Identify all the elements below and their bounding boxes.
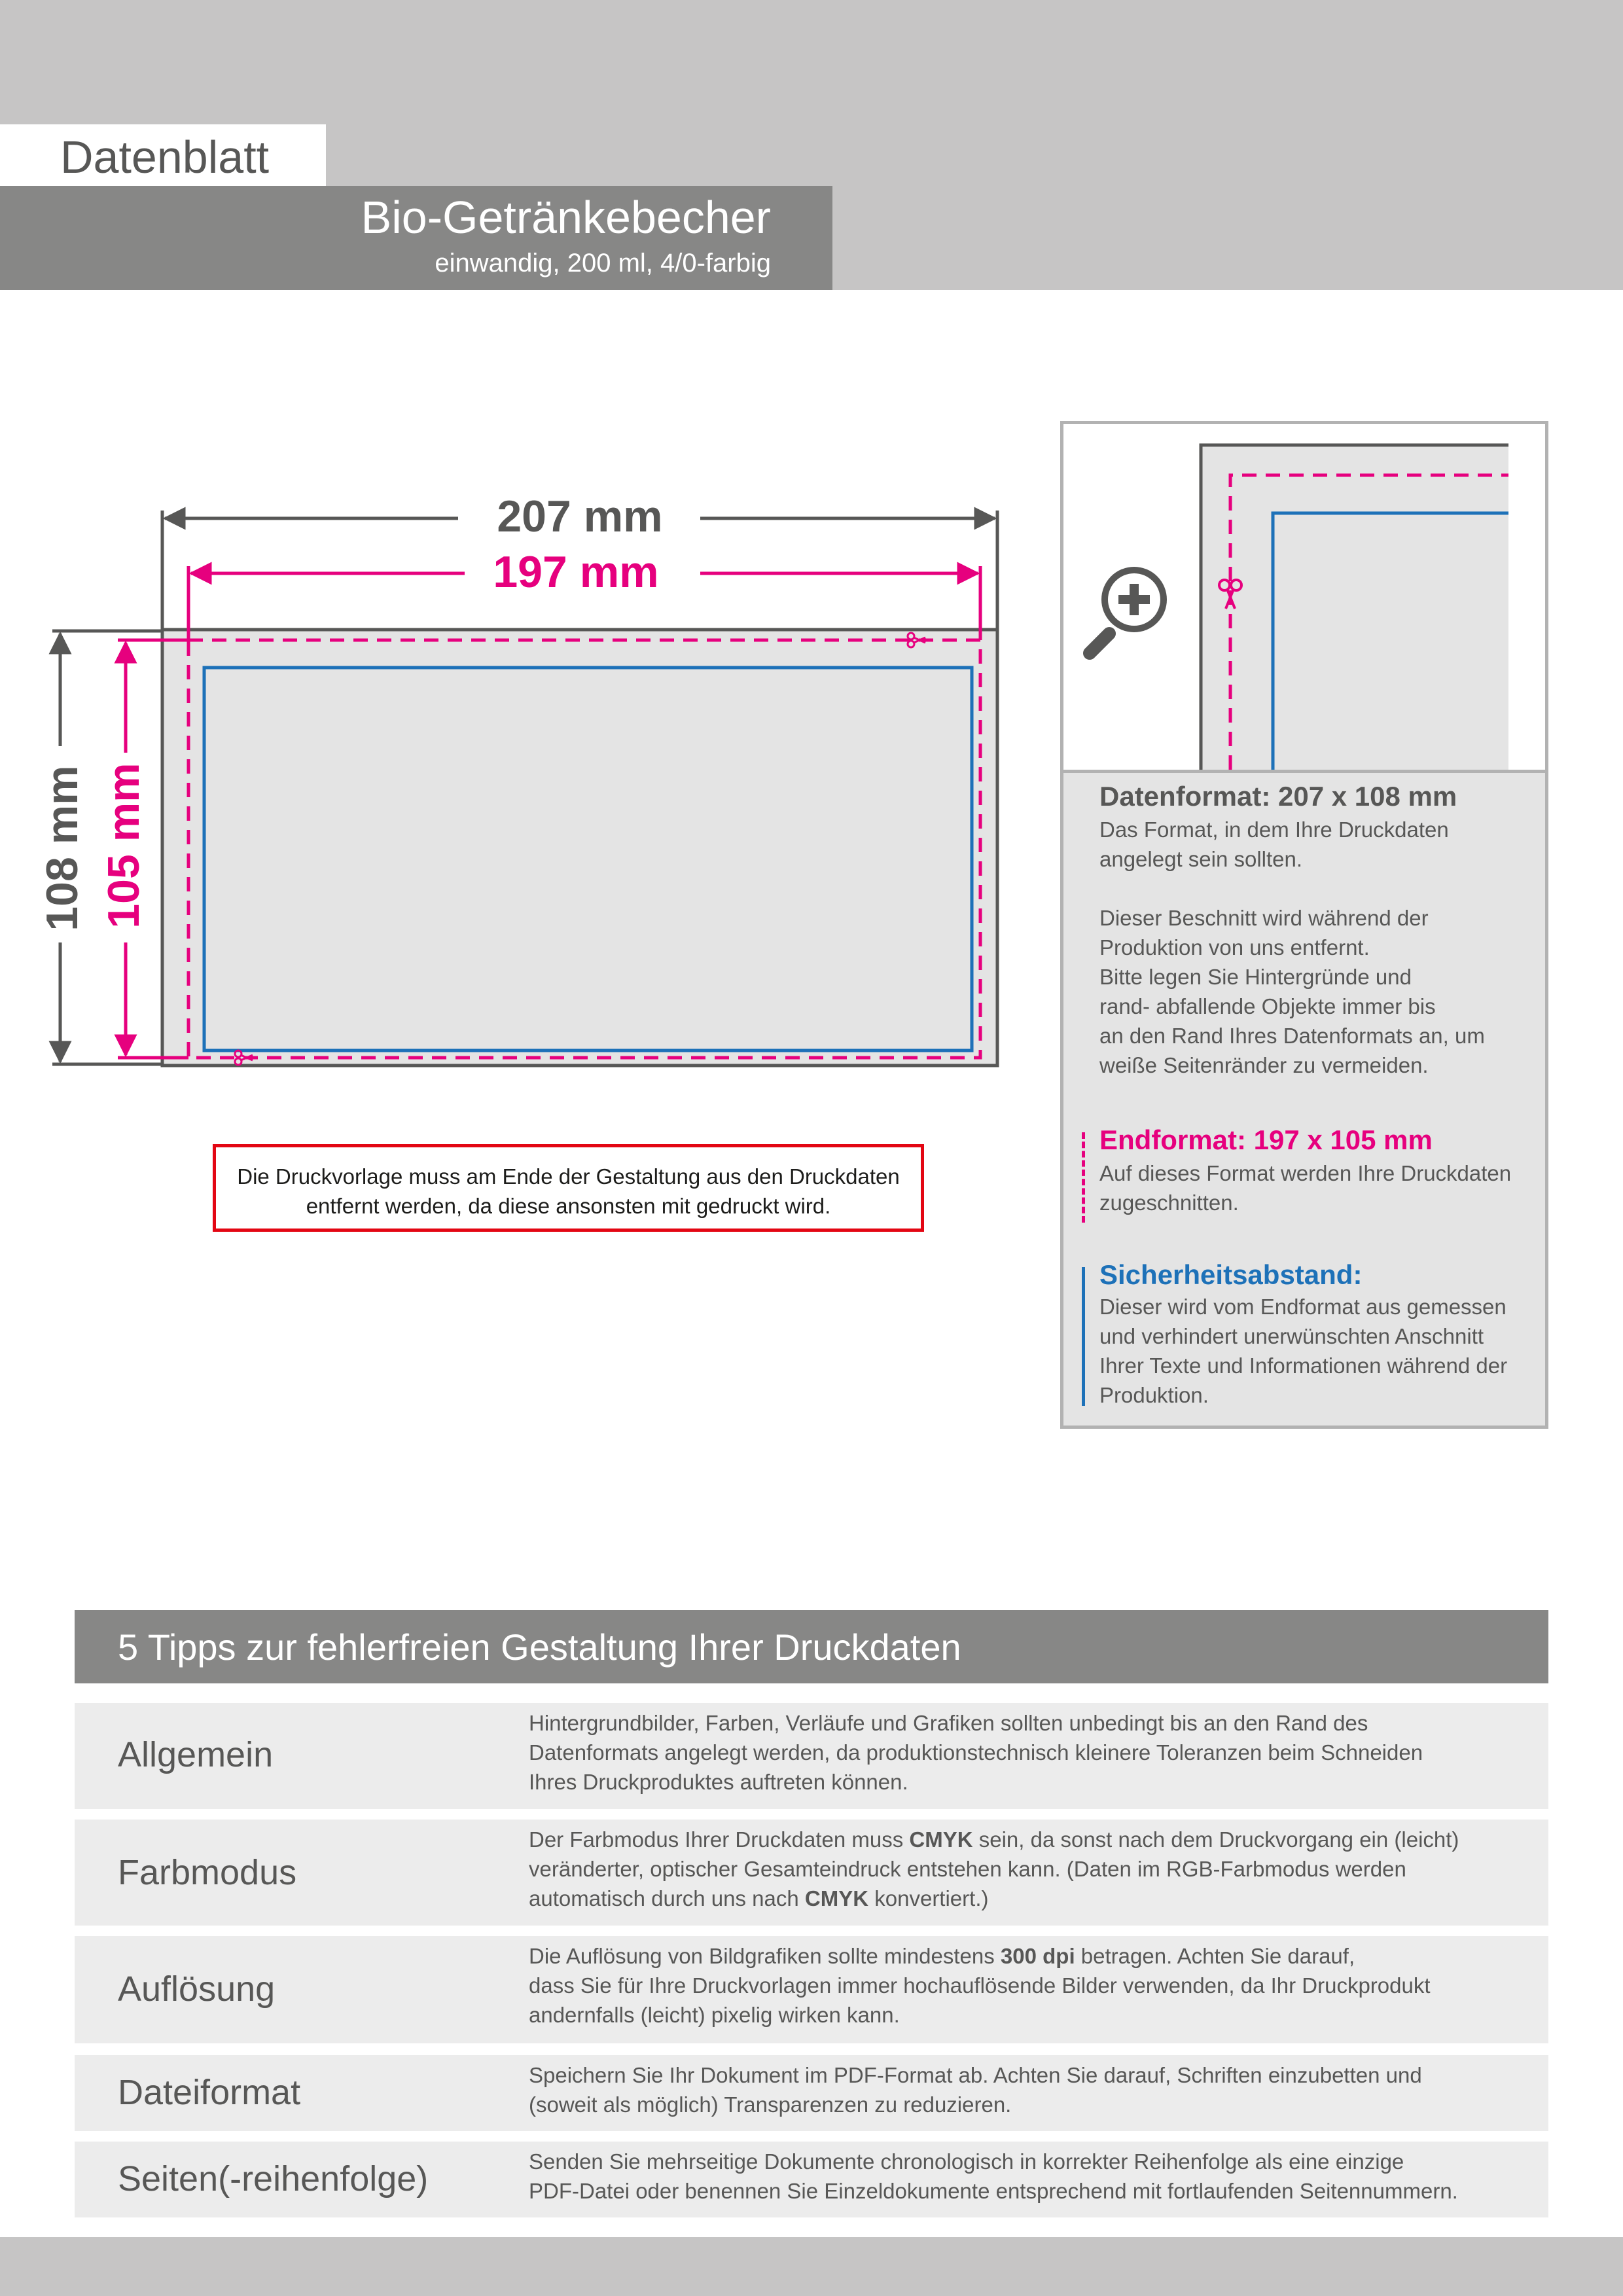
sicherheit-text: Dieser wird vom Endformat aus gemessen und verhindert unerwünschten Anschnitt Ihrer Texte und Informationen während der Produktion.	[1099, 1295, 1508, 1407]
tip-text: Hintergrundbilder, Farben, Verläufe und Grafiken sollten unbedingt bis an den Rand des Datenformats angelegt werden, da produktionstechnisch kleinere Toleranzen beim Schneiden Ihres Druckproduktes auftreten können.	[529, 1711, 1423, 1794]
tip-row-farbmodus	[75, 1820, 1548, 1926]
tip-title: Dateiformat	[118, 2073, 301, 2112]
zoom-detail	[1063, 424, 1545, 773]
tip-row-dateiformat	[75, 2055, 1548, 2131]
sicherheit-title: Sicherheitsabstand:	[1099, 1259, 1363, 1290]
doc-label-box	[0, 124, 326, 186]
tip-text: Die Auflösung von Bildgrafiken sollte mindestens 300 dpi betragen. Achten Sie darauf, dass Sie für Ihre Druckvorlagen immer hochauflösende Bilder verwenden, da Ihr Druckprodukt andernfalls (leicht) pixelig wirken kann.	[529, 1944, 1431, 2027]
warning-text: Die Druckvorlage muss am Ende der Gestaltung aus den Druckdaten entfernt werden, da diese ansonsten mit gedruckt wird.	[237, 1164, 900, 1218]
tips-header	[75, 1610, 1548, 1683]
footer-band	[0, 2237, 1623, 2296]
warning-box	[213, 1144, 924, 1232]
tip-row-seiten	[75, 2142, 1548, 2217]
zoom-plus-icon	[1090, 567, 1167, 653]
tip-title: Seiten(-reihenfolge)	[118, 2159, 429, 2198]
data-format-rect	[162, 630, 997, 1066]
product-bar	[0, 186, 832, 290]
tip-title: Auflösung	[118, 1969, 276, 2009]
endformat-title: Endformat: 197 x 105 mm	[1099, 1124, 1433, 1155]
tips-header-title: 5 Tipps zur fehlerfreien Gestaltung Ihrer Druckdaten	[118, 1626, 961, 1668]
format-diagram	[0, 367, 1047, 1113]
endformat-marker	[1082, 1132, 1085, 1223]
tip-title: Farbmodus	[118, 1853, 297, 1892]
product-title: Bio-Getränkebecher	[361, 192, 771, 243]
tip-row-allgemein	[75, 1703, 1548, 1809]
datenformat-title: Datenformat: 207 x 108 mm	[1099, 781, 1457, 812]
datenformat-text: Das Format, in dem Ihre Druckdaten angelegt sein sollten. Dieser Beschnitt wird während der Produktion von uns entfernt. Bitte legen Sie Hintergründe und rand- abfallende Objekte immer bis an den Rand Ihres Datenformats an, um weiße Seitenränder zu vermeiden.	[1099, 817, 1485, 1077]
width-data-label: 207 mm	[497, 492, 663, 541]
sicherheit-marker	[1082, 1267, 1085, 1406]
width-final-label: 197 mm	[493, 547, 659, 597]
endformat-text: Auf dieses Format werden Ihre Druckdaten zugeschnitten.	[1099, 1161, 1512, 1215]
zoom-detail-graphic	[1063, 424, 1545, 770]
info-panel	[1060, 421, 1548, 1429]
tip-text: Der Farbmodus Ihrer Druckdaten muss CMYK sein, da sonst nach dem Druckvorgang ein (leicht) veränderter, optischer Gesamteindruck entstehen kann. (Daten im RGB-Farbmodus werden automatisch durch uns nach CMYK konvertiert.)	[529, 1827, 1459, 1910]
tip-row-aufloesung	[75, 1936, 1548, 2043]
doc-label: Datenblatt	[60, 132, 270, 183]
height-data-label: 108 mm	[37, 765, 87, 931]
tip-text: Speichern Sie Ihr Dokument im PDF-Format ab. Achten Sie darauf, Schriften einzubetten und (soweit als möglich) Transparenzen zu reduzieren.	[529, 2063, 1422, 2117]
height-final-label: 105 mm	[99, 762, 149, 929]
product-subtitle: einwandig, 200 ml, 4/0-farbig	[435, 249, 771, 278]
tip-text: Senden Sie mehrseitige Dokumente chronologisch in korrekter Reihenfolge als eine einzige PDF-Datei oder benennen Sie Einzeldokumente entsprechend mit fortlaufenden Seitennummern.	[529, 2149, 1458, 2203]
tip-title: Allgemein	[118, 1735, 274, 1774]
